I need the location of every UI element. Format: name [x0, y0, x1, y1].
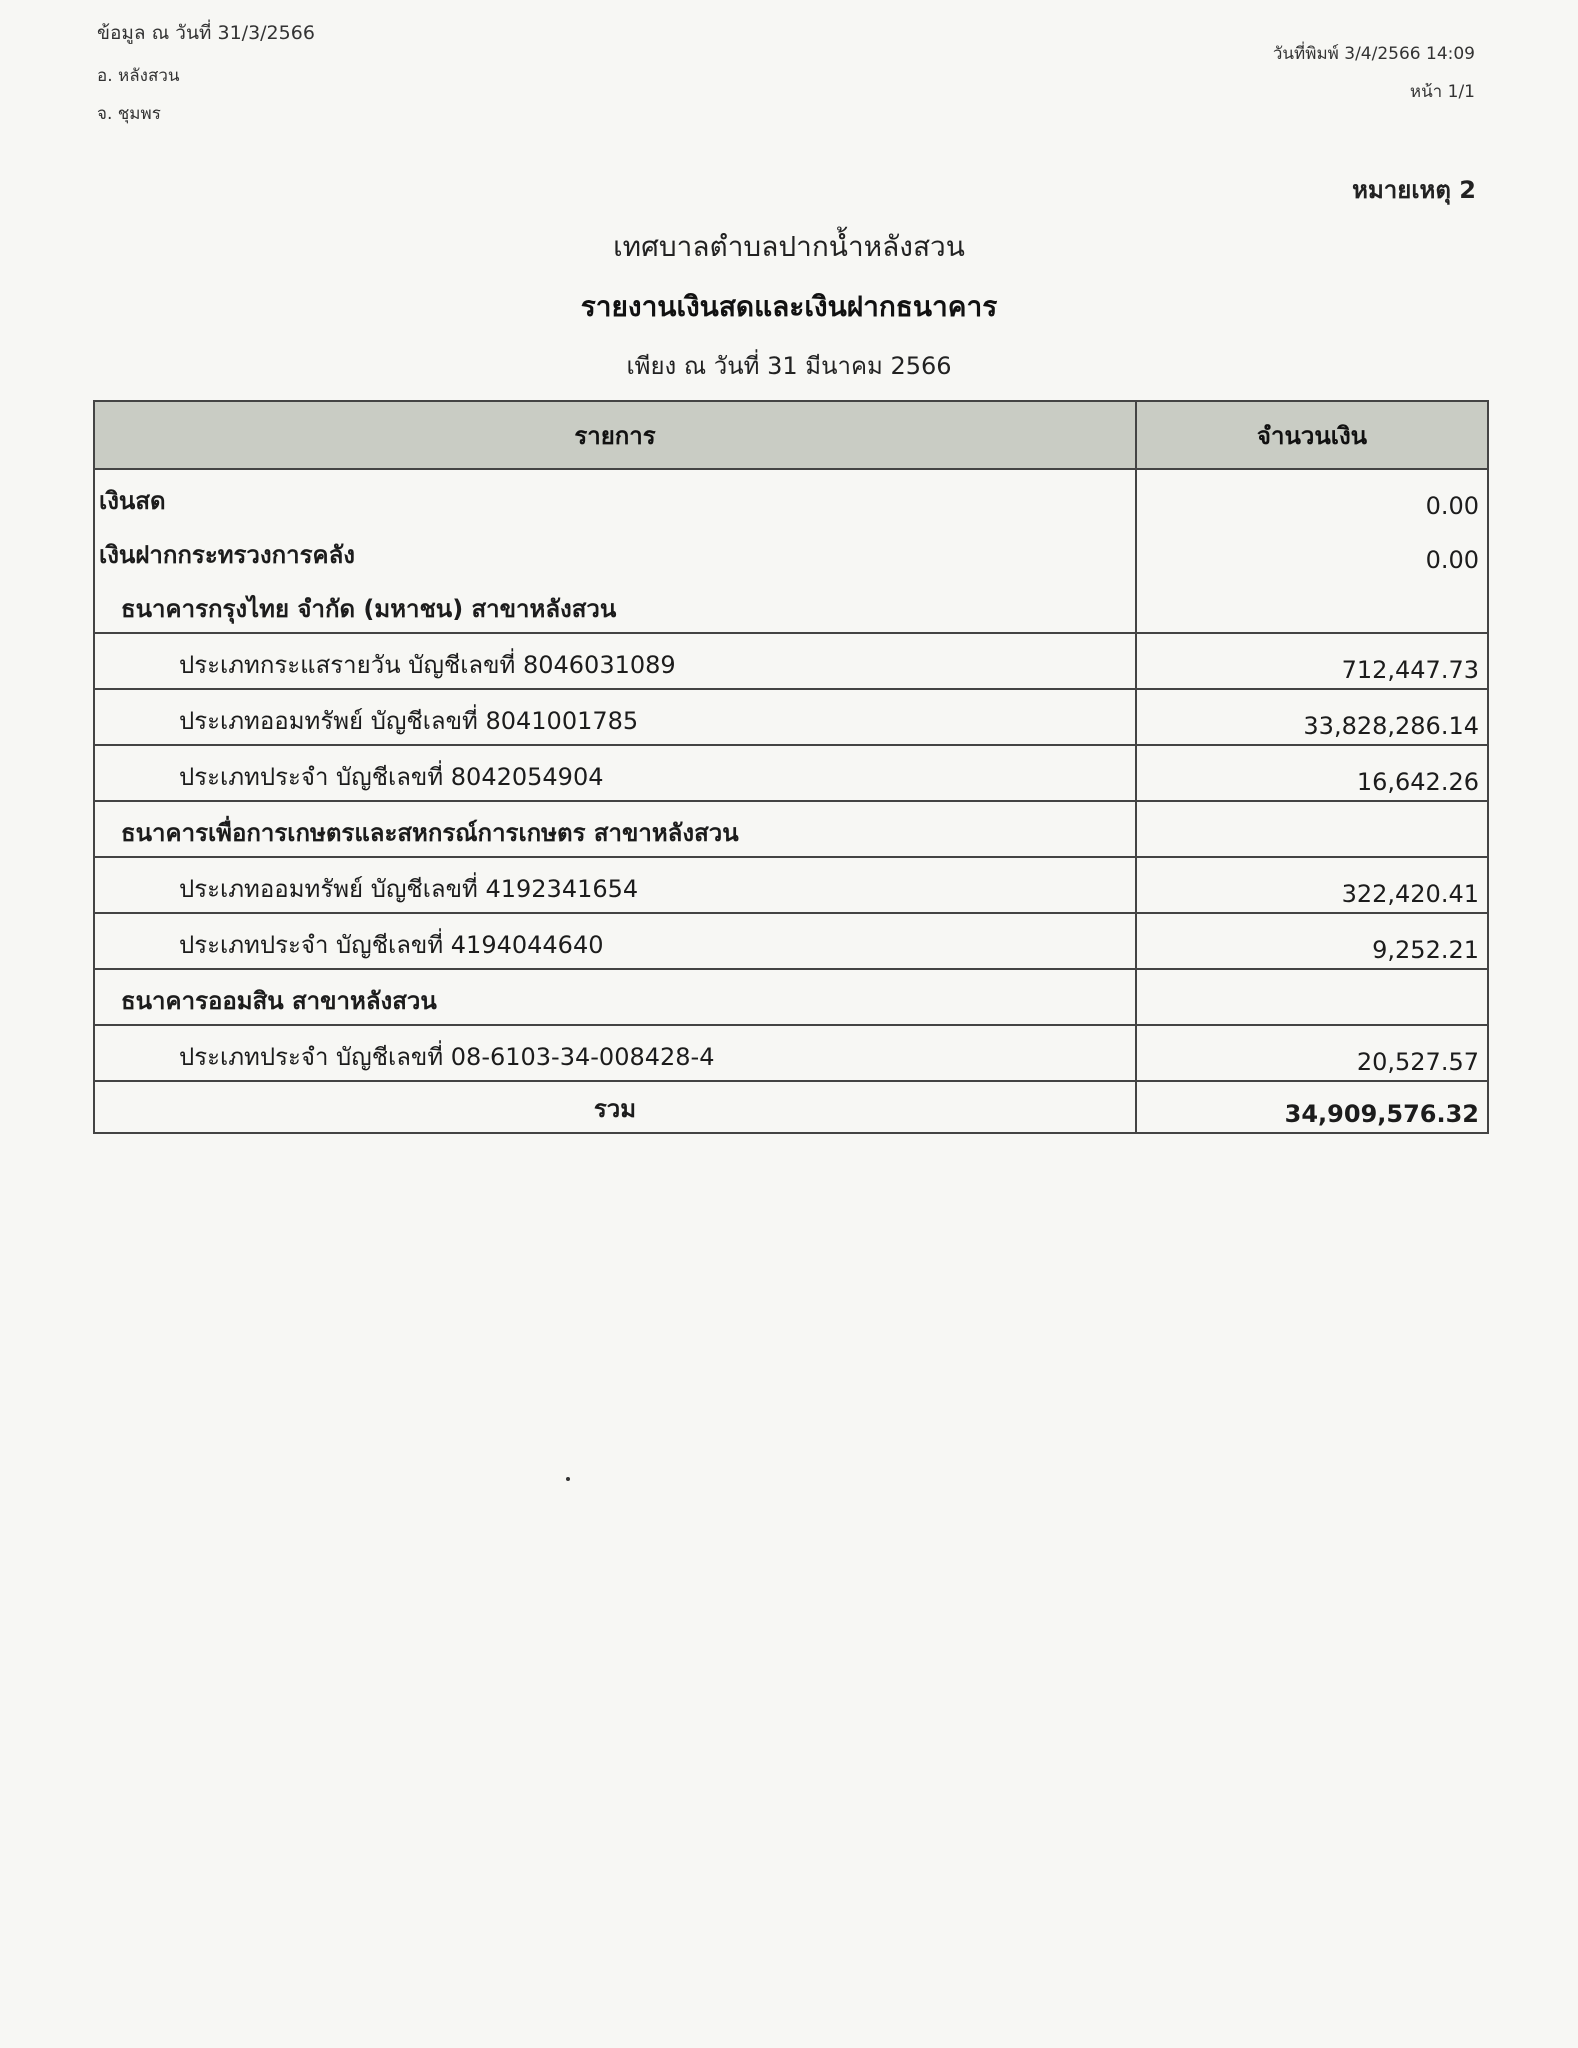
- table-row: [94, 801, 1488, 857]
- table-header-row: [94, 401, 1488, 469]
- row-item: เงินสด: [94, 469, 1136, 524]
- row-item: ประเภทกระแสรายวัน บัญชีเลขที่ 8046031089: [94, 633, 1136, 689]
- cash-deposit-table: [93, 400, 1489, 1134]
- row-amount: 16,642.26: [1136, 745, 1488, 801]
- district: อ. หลังสวน: [97, 66, 180, 86]
- report-title: รายงานเงินสดและเงินฝากธนาคาร: [580, 290, 998, 323]
- row-item: ประเภทออมทรัพย์ บัญชีเลขที่ 8041001785: [94, 689, 1136, 745]
- row-amount: 322,420.41: [1136, 857, 1488, 913]
- report-as-of-date: เพียง ณ วันที่ 31 มีนาคม 2566: [626, 352, 952, 380]
- column-header-amount: จำนวนเงิน: [1136, 401, 1488, 469]
- column-header-item: รายการ: [94, 401, 1136, 469]
- table-row: [94, 524, 1488, 578]
- row-amount: 20,527.57: [1136, 1025, 1488, 1081]
- data-date: ข้อมูล ณ วันที่ 31/3/2566: [97, 22, 315, 44]
- row-amount: [1136, 969, 1488, 1025]
- total-amount: 34,909,576.32: [1136, 1081, 1488, 1133]
- row-item: ประเภทประจำ บัญชีเลขที่ 4194044640: [94, 913, 1136, 969]
- table-row: [94, 969, 1488, 1025]
- row-item: ประเภทประจำ บัญชีเลขที่ 8042054904: [94, 745, 1136, 801]
- table-row: [94, 913, 1488, 969]
- note-label: หมายเหตุ 2: [1352, 176, 1476, 204]
- table-row: [94, 745, 1488, 801]
- row-item: ประเภทประจำ บัญชีเลขที่ 08-6103-34-008428-4: [94, 1025, 1136, 1081]
- table-row: [94, 469, 1488, 524]
- row-amount: [1136, 578, 1488, 633]
- table-row: [94, 1025, 1488, 1081]
- row-amount: 0.00: [1136, 469, 1488, 524]
- table-row: [94, 578, 1488, 633]
- table-row: [94, 689, 1488, 745]
- row-item: ธนาคารกรุงไทย จำกัด (มหาชน) สาขาหลังสวน: [94, 578, 1136, 633]
- table-row: [94, 633, 1488, 689]
- row-item: ธนาคารเพื่อการเกษตรและสหกรณ์การเกษตร สาขาหลังสวน: [94, 801, 1136, 857]
- table-row: [94, 857, 1488, 913]
- row-item: ประเภทออมทรัพย์ บัญชีเลขที่ 4192341654: [94, 857, 1136, 913]
- province: จ. ชุมพร: [97, 104, 161, 124]
- page-number: หน้า 1/1: [1409, 82, 1475, 102]
- row-amount: 33,828,286.14: [1136, 689, 1488, 745]
- row-amount: 9,252.21: [1136, 913, 1488, 969]
- row-item: เงินฝากกระทรวงการคลัง: [94, 524, 1136, 578]
- row-amount: 0.00: [1136, 524, 1488, 578]
- row-item: ธนาคารออมสิน สาขาหลังสวน: [94, 969, 1136, 1025]
- organization-name: เทศบาลตำบลปากน้ำหลังสวน: [613, 230, 965, 263]
- total-label: รวม: [94, 1081, 1136, 1133]
- print-date: วันที่พิมพ์ 3/4/2566 14:09: [1272, 44, 1475, 64]
- row-amount: [1136, 801, 1488, 857]
- print-speck: [566, 1477, 570, 1481]
- total-row: [94, 1081, 1488, 1133]
- row-amount: 712,447.73: [1136, 633, 1488, 689]
